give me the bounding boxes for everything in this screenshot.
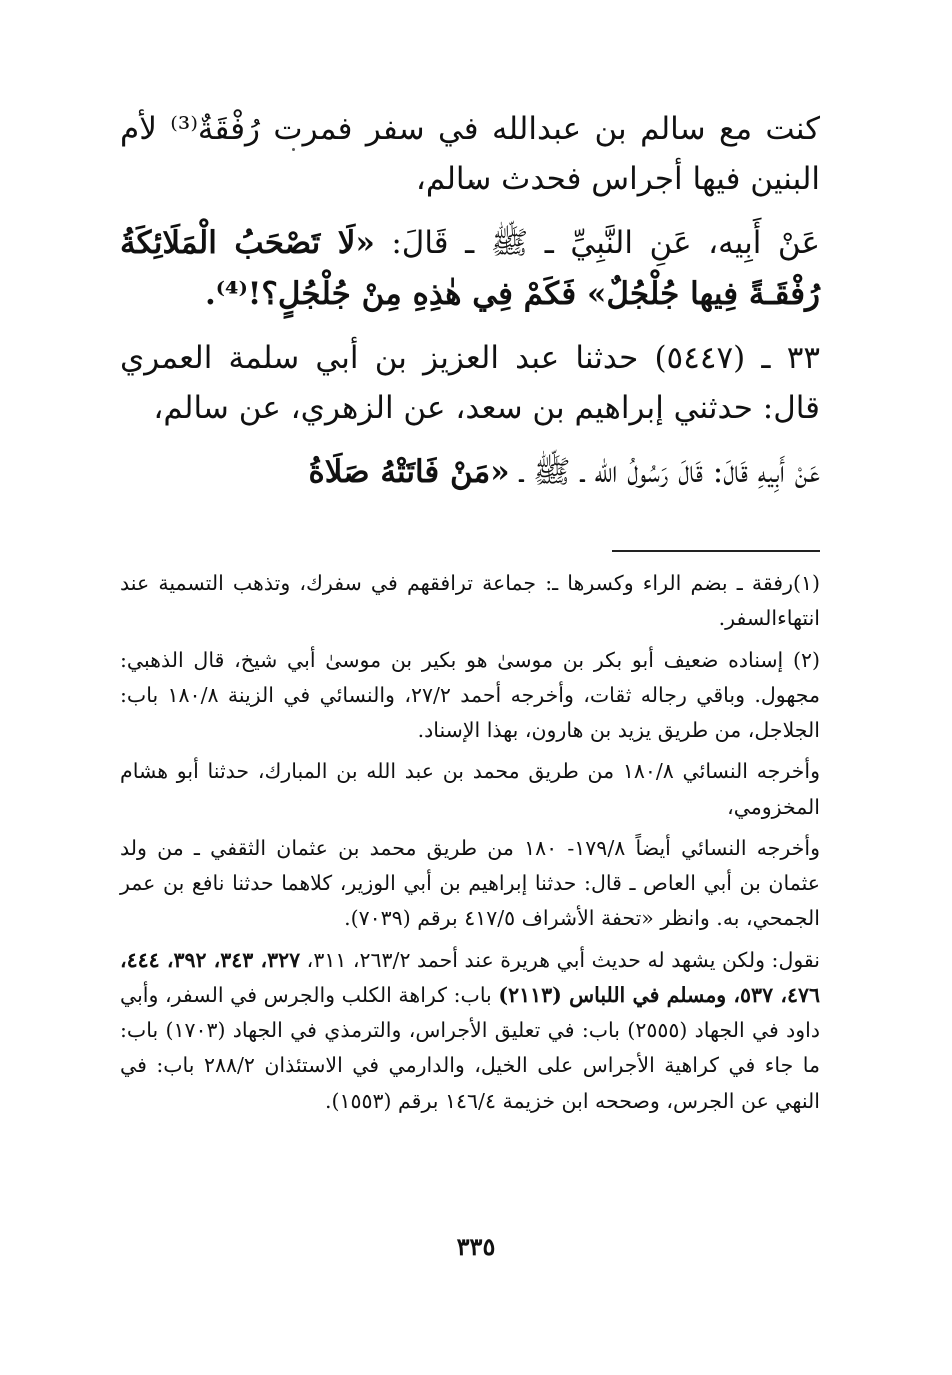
hadith-2	[120, 447, 820, 497]
footnote-2-text: باب: كراهة الكلب والجرس في السفر، وأبي داود في الجهاد (٢٥٥٥) باب: في تعليق الأجراس، والترمذي في الجهاد (١٧٠٣) باب: ما جاء في كراهية الأجراس على الخيل، والدارمي في الاستئذان ٢٨٨/٢ باب: في النهي عن الجرس، وصححه ابن خزيمة ١٤٦/٤ برقم (١٥٥٣).	[120, 982, 821, 1113]
hadith-1-body: «لَا تَصْحَبُ الْمَلَائِكَةُ رُفْقَـةً فِيها جُلْجُلٌ» فَكَمْ فِي هٰذِهِ مِنْ جُلْجُلٍ؟!⁽⁴⁾.	[120, 225, 820, 312]
main-text	[120, 104, 820, 512]
footnote-2-continued: وأخرجه النسائي ١٨٠/٨ من طريق محمد بن عبد الله بن المبارك، حدثنا أبو هشام المخزومي،	[120, 759, 820, 819]
narration-33-text: ٣٣ ـ (٥٤٤٧) حدثنا عبد العزيز بن أبي سلمة العمري قال: حدثني إبراهيم بن سعد، عن الزهري، عن سالم،	[120, 339, 820, 427]
narration-33	[120, 333, 820, 433]
footnote-divider	[612, 550, 820, 552]
main-line-2: أجراس فحدث سالم،	[415, 161, 683, 198]
hadith-2-body: «مَنْ فَاتَتْهُ صَلَاةُ	[308, 454, 510, 491]
footnote-2: (٢) إسناده ضعيف أبو بكر بن موسىٰ هو بكير بن موسىٰ أبي شيخ، قال الذهبي: مجهول. وباقي رجاله ثقات، وأخرجه أحمد ٢٧/٢، والنسائي في الزينة ١٨٠/٨ باب: الجلاجل، من طريق يزيد بن هارون، بهذا الإسناد.	[120, 647, 820, 742]
footnote-1: (١)رفقة ـ بضم الراء وكسرها ـ: جماعة ترافقهم في سفرك، وتذهب التسمية عند انتهاءالسفر.	[120, 571, 820, 631]
footnotes	[120, 566, 820, 1125]
hadith-1-prefix: عَنْ أَبِيه، عَنِ النَّبِيِّ ـ ﷺ ـ قَالَ:	[374, 225, 820, 262]
page-number: ٣٣٥	[456, 1232, 496, 1261]
footnote-2-continued: وأخرجه النسائي أيضاً ١٧٩/٨- ١٨٠ من طريق محمد بن عثمان الثقفي ـ من ولد عثمان بن أبي العاص ـ قال: حدثنا إبراهيم بن أبي الوزير، كلاهما حدثنا نافع بن عمر الجمحي، به. وانظر «تحفة الأشراف ٤١٧/٥ برقم (٧٠٣٩).	[120, 835, 820, 931]
hadith-1	[120, 218, 820, 318]
main-line-1: كنت مع سالم بن عبدالله في سفر فمرت رُفْقَةٌ⁽³⁾ لأم البنين فيها	[120, 111, 820, 198]
hadith-2-prefix: عَنْ أَبِيهِ قَالَ: قَالَ رَسُولُ الله ـ ﷺ ـ	[509, 454, 820, 491]
main-paragraph	[120, 104, 820, 204]
footnote-2-continued	[120, 943, 820, 1119]
footnote-2-references: ٣٢٧، ٣٤٣، ٣٩٢، ٤٤٤، ٤٧٦، ٥٣٧، ومسلم في اللباس (٢١١٣)	[120, 947, 820, 1007]
footnote-2-text: نقول: ولكن يشهد له حديث أبي هريرة عند أحمد ٢٦٣/٢، ٣١١،	[300, 947, 821, 972]
